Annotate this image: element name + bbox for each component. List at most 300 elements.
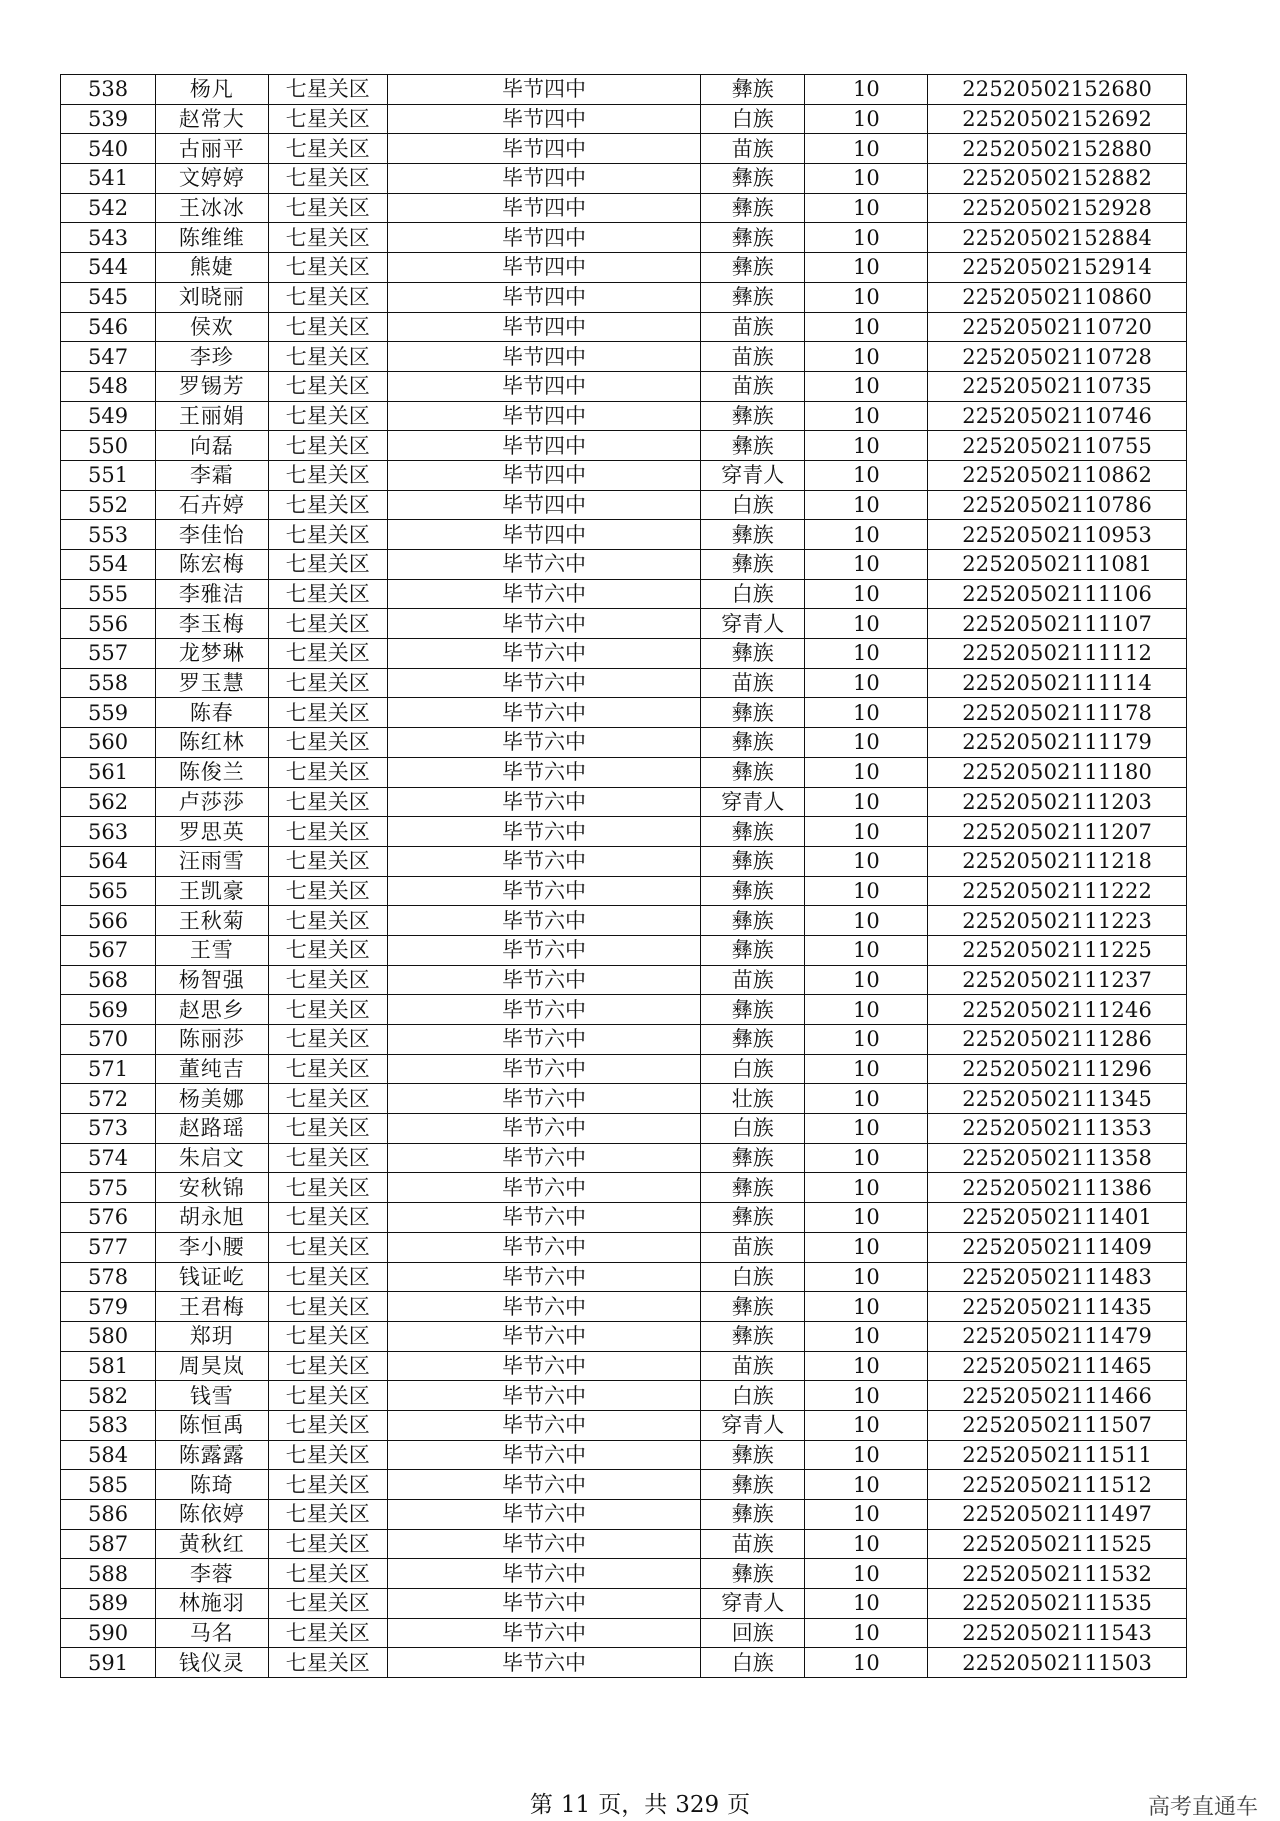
name-cell: 罗玉慧: [156, 668, 268, 698]
id-cell: 22520502152928: [928, 193, 1187, 223]
id-cell: 22520502110728: [928, 342, 1187, 372]
name-cell: 王雪: [156, 935, 268, 965]
school-cell: 毕节四中: [387, 134, 700, 164]
table-row: [61, 787, 1187, 817]
id-cell: 22520502111218: [928, 846, 1187, 876]
grade-cell: 10: [805, 401, 928, 431]
ethnicity-cell: 苗族: [701, 668, 805, 698]
table-row: [61, 1559, 1187, 1589]
name-cell: 卢莎莎: [156, 787, 268, 817]
seq-cell: 561: [61, 757, 156, 787]
school-cell: 毕节四中: [387, 401, 700, 431]
ethnicity-cell: 苗族: [701, 312, 805, 342]
grade-cell: 10: [805, 1589, 928, 1619]
ethnicity-cell: 彝族: [701, 817, 805, 847]
name-cell: 赵路瑶: [156, 1114, 268, 1144]
school-cell: 毕节四中: [387, 342, 700, 372]
seq-cell: 548: [61, 371, 156, 401]
school-cell: 毕节六中: [387, 1321, 700, 1351]
seq-cell: 547: [61, 342, 156, 372]
table-row: [61, 668, 1187, 698]
school-cell: 毕节六中: [387, 1440, 700, 1470]
seq-cell: 542: [61, 193, 156, 223]
school-cell: 毕节四中: [387, 520, 700, 550]
district-cell: 七星关区: [268, 1559, 387, 1589]
ethnicity-cell: 彝族: [701, 728, 805, 758]
id-cell: 22520502111179: [928, 728, 1187, 758]
district-cell: 七星关区: [268, 609, 387, 639]
id-cell: 22520502111532: [928, 1559, 1187, 1589]
name-cell: 文婷婷: [156, 164, 268, 194]
school-cell: 毕节六中: [387, 1529, 700, 1559]
name-cell: 李霜: [156, 460, 268, 490]
ethnicity-cell: 白族: [701, 1114, 805, 1144]
page-total: 329: [675, 1792, 720, 1818]
seq-cell: 586: [61, 1500, 156, 1530]
school-cell: 毕节六中: [387, 1025, 700, 1055]
table-row: [61, 906, 1187, 936]
table-row: [61, 609, 1187, 639]
name-cell: 石卉婷: [156, 490, 268, 520]
grade-cell: 10: [805, 134, 928, 164]
district-cell: 七星关区: [268, 164, 387, 194]
table-row: [61, 1351, 1187, 1381]
ethnicity-cell: 白族: [701, 1262, 805, 1292]
name-cell: 王丽娟: [156, 401, 268, 431]
district-cell: 七星关区: [268, 1351, 387, 1381]
ethnicity-cell: 穿青人: [701, 609, 805, 639]
district-cell: 七星关区: [268, 490, 387, 520]
table-row: [61, 965, 1187, 995]
name-cell: 向磊: [156, 431, 268, 461]
ethnicity-cell: 壮族: [701, 1084, 805, 1114]
table-row: [61, 520, 1187, 550]
district-cell: 七星关区: [268, 134, 387, 164]
name-cell: 陈维维: [156, 223, 268, 253]
name-cell: 陈春: [156, 698, 268, 728]
grade-cell: 10: [805, 698, 928, 728]
id-cell: 22520502111358: [928, 1143, 1187, 1173]
table-row: [61, 312, 1187, 342]
school-cell: 毕节四中: [387, 312, 700, 342]
id-cell: 22520502110953: [928, 520, 1187, 550]
table-row: [61, 728, 1187, 758]
id-cell: 22520502111203: [928, 787, 1187, 817]
id-cell: 22520502111225: [928, 935, 1187, 965]
table-row: [61, 401, 1187, 431]
id-cell: 22520502111081: [928, 550, 1187, 580]
id-cell: 22520502111543: [928, 1618, 1187, 1648]
school-cell: 毕节六中: [387, 1262, 700, 1292]
district-cell: 七星关区: [268, 965, 387, 995]
grade-cell: 10: [805, 1529, 928, 1559]
seq-cell: 577: [61, 1232, 156, 1262]
grade-cell: 10: [805, 223, 928, 253]
ethnicity-cell: 彝族: [701, 431, 805, 461]
district-cell: 七星关区: [268, 1529, 387, 1559]
district-cell: 七星关区: [268, 728, 387, 758]
ethnicity-cell: 彝族: [701, 757, 805, 787]
grade-cell: 10: [805, 1500, 928, 1530]
roster-table-body: [61, 75, 1187, 1678]
table-row: [61, 164, 1187, 194]
district-cell: 七星关区: [268, 995, 387, 1025]
school-cell: 毕节六中: [387, 698, 700, 728]
id-cell: 22520502152914: [928, 253, 1187, 283]
id-cell: 22520502111465: [928, 1351, 1187, 1381]
id-cell: 22520502110735: [928, 371, 1187, 401]
grade-cell: 10: [805, 1351, 928, 1381]
ethnicity-cell: 苗族: [701, 965, 805, 995]
grade-cell: 10: [805, 164, 928, 194]
name-cell: 赵思乡: [156, 995, 268, 1025]
seq-cell: 544: [61, 253, 156, 283]
grade-cell: 10: [805, 1440, 928, 1470]
seq-cell: 587: [61, 1529, 156, 1559]
name-cell: 郑玥: [156, 1321, 268, 1351]
table-row: [61, 698, 1187, 728]
school-cell: 毕节六中: [387, 1559, 700, 1589]
seq-cell: 550: [61, 431, 156, 461]
school-cell: 毕节六中: [387, 1203, 700, 1233]
table-row: [61, 371, 1187, 401]
ethnicity-cell: 彝族: [701, 995, 805, 1025]
id-cell: 22520502111114: [928, 668, 1187, 698]
grade-cell: 10: [805, 846, 928, 876]
school-cell: 毕节六中: [387, 906, 700, 936]
table-row: [61, 1084, 1187, 1114]
grade-cell: 10: [805, 876, 928, 906]
district-cell: 七星关区: [268, 1589, 387, 1619]
ethnicity-cell: 白族: [701, 1054, 805, 1084]
seq-cell: 541: [61, 164, 156, 194]
ethnicity-cell: 苗族: [701, 1351, 805, 1381]
grade-cell: 10: [805, 1321, 928, 1351]
seq-cell: 588: [61, 1559, 156, 1589]
school-cell: 毕节四中: [387, 431, 700, 461]
district-cell: 七星关区: [268, 876, 387, 906]
ethnicity-cell: 苗族: [701, 371, 805, 401]
table-row: [61, 134, 1187, 164]
seq-cell: 568: [61, 965, 156, 995]
name-cell: 杨美娜: [156, 1084, 268, 1114]
id-cell: 22520502111180: [928, 757, 1187, 787]
name-cell: 罗思英: [156, 817, 268, 847]
school-cell: 毕节六中: [387, 1114, 700, 1144]
seq-cell: 540: [61, 134, 156, 164]
ethnicity-cell: 穿青人: [701, 1410, 805, 1440]
id-cell: 22520502111466: [928, 1381, 1187, 1411]
grade-cell: 10: [805, 75, 928, 105]
footer-suffix: 页: [727, 1792, 751, 1818]
name-cell: 李雅洁: [156, 579, 268, 609]
table-row: [61, 1232, 1187, 1262]
school-cell: 毕节六中: [387, 1054, 700, 1084]
ethnicity-cell: 白族: [701, 1381, 805, 1411]
name-cell: 周昊岚: [156, 1351, 268, 1381]
ethnicity-cell: 苗族: [701, 134, 805, 164]
grade-cell: 10: [805, 520, 928, 550]
seq-cell: 558: [61, 668, 156, 698]
district-cell: 七星关区: [268, 193, 387, 223]
seq-cell: 578: [61, 1262, 156, 1292]
district-cell: 七星关区: [268, 906, 387, 936]
school-cell: 毕节四中: [387, 490, 700, 520]
grade-cell: 10: [805, 431, 928, 461]
school-cell: 毕节六中: [387, 876, 700, 906]
grade-cell: 10: [805, 342, 928, 372]
school-cell: 毕节六中: [387, 1410, 700, 1440]
school-cell: 毕节六中: [387, 1292, 700, 1322]
district-cell: 七星关区: [268, 757, 387, 787]
grade-cell: 10: [805, 1262, 928, 1292]
grade-cell: 10: [805, 1203, 928, 1233]
table-row: [61, 935, 1187, 965]
ethnicity-cell: 回族: [701, 1618, 805, 1648]
grade-cell: 10: [805, 1232, 928, 1262]
seq-cell: 564: [61, 846, 156, 876]
grade-cell: 10: [805, 609, 928, 639]
name-cell: 钱雪: [156, 1381, 268, 1411]
school-cell: 毕节六中: [387, 1618, 700, 1648]
id-cell: 22520502111296: [928, 1054, 1187, 1084]
school-cell: 毕节四中: [387, 75, 700, 105]
seq-cell: 555: [61, 579, 156, 609]
ethnicity-cell: 穿青人: [701, 460, 805, 490]
school-cell: 毕节四中: [387, 193, 700, 223]
ethnicity-cell: 彝族: [701, 639, 805, 669]
grade-cell: 10: [805, 995, 928, 1025]
id-cell: 22520502111497: [928, 1500, 1187, 1530]
name-cell: 马名: [156, 1618, 268, 1648]
district-cell: 七星关区: [268, 668, 387, 698]
district-cell: 七星关区: [268, 579, 387, 609]
grade-cell: 10: [805, 371, 928, 401]
id-cell: 22520502111483: [928, 1262, 1187, 1292]
ethnicity-cell: 白族: [701, 1648, 805, 1678]
table-row: [61, 1173, 1187, 1203]
seq-cell: 562: [61, 787, 156, 817]
district-cell: 七星关区: [268, 282, 387, 312]
ethnicity-cell: 彝族: [701, 193, 805, 223]
ethnicity-cell: 彝族: [701, 253, 805, 283]
seq-cell: 556: [61, 609, 156, 639]
id-cell: 22520502111503: [928, 1648, 1187, 1678]
id-cell: 22520502111107: [928, 609, 1187, 639]
id-cell: 22520502111386: [928, 1173, 1187, 1203]
table-row: [61, 460, 1187, 490]
grade-cell: 10: [805, 550, 928, 580]
id-cell: 22520502111479: [928, 1321, 1187, 1351]
name-cell: 陈露露: [156, 1440, 268, 1470]
district-cell: 七星关区: [268, 1500, 387, 1530]
seq-cell: 559: [61, 698, 156, 728]
grade-cell: 10: [805, 193, 928, 223]
table-row: [61, 75, 1187, 105]
grade-cell: 10: [805, 668, 928, 698]
seq-cell: 589: [61, 1589, 156, 1619]
table-row: [61, 1381, 1187, 1411]
ethnicity-cell: 彝族: [701, 75, 805, 105]
id-cell: 22520502152882: [928, 164, 1187, 194]
table-row: [61, 1143, 1187, 1173]
seq-cell: 549: [61, 401, 156, 431]
table-row: [61, 490, 1187, 520]
school-cell: 毕节六中: [387, 1351, 700, 1381]
grade-cell: 10: [805, 935, 928, 965]
name-cell: 杨凡: [156, 75, 268, 105]
name-cell: 陈丽莎: [156, 1025, 268, 1055]
ethnicity-cell: 彝族: [701, 282, 805, 312]
grade-cell: 10: [805, 1084, 928, 1114]
table-row: [61, 639, 1187, 669]
school-cell: 毕节四中: [387, 460, 700, 490]
grade-cell: 10: [805, 1381, 928, 1411]
grade-cell: 10: [805, 1173, 928, 1203]
page-footer: [0, 1786, 1280, 1819]
district-cell: 七星关区: [268, 1114, 387, 1144]
grade-cell: 10: [805, 906, 928, 936]
name-cell: 朱启文: [156, 1143, 268, 1173]
district-cell: 七星关区: [268, 1084, 387, 1114]
school-cell: 毕节六中: [387, 965, 700, 995]
id-cell: 22520502111222: [928, 876, 1187, 906]
seq-cell: 572: [61, 1084, 156, 1114]
district-cell: 七星关区: [268, 431, 387, 461]
id-cell: 22520502111178: [928, 698, 1187, 728]
grade-cell: 10: [805, 104, 928, 134]
seq-cell: 574: [61, 1143, 156, 1173]
district-cell: 七星关区: [268, 223, 387, 253]
name-cell: 熊婕: [156, 253, 268, 283]
ethnicity-cell: 白族: [701, 490, 805, 520]
table-row: [61, 431, 1187, 461]
school-cell: 毕节六中: [387, 550, 700, 580]
table-row: [61, 846, 1187, 876]
school-cell: 毕节六中: [387, 579, 700, 609]
district-cell: 七星关区: [268, 846, 387, 876]
table-row: [61, 282, 1187, 312]
seq-cell: 553: [61, 520, 156, 550]
district-cell: 七星关区: [268, 1173, 387, 1203]
grade-cell: 10: [805, 639, 928, 669]
seq-cell: 543: [61, 223, 156, 253]
grade-cell: 10: [805, 1025, 928, 1055]
footer-prefix: 第: [529, 1792, 553, 1818]
seq-cell: 538: [61, 75, 156, 105]
id-cell: 22520502111511: [928, 1440, 1187, 1470]
ethnicity-cell: 彝族: [701, 876, 805, 906]
ethnicity-cell: 彝族: [701, 906, 805, 936]
seq-cell: 560: [61, 728, 156, 758]
seq-cell: 570: [61, 1025, 156, 1055]
grade-cell: 10: [805, 757, 928, 787]
name-cell: 王君梅: [156, 1292, 268, 1322]
district-cell: 七星关区: [268, 935, 387, 965]
seq-cell: 579: [61, 1292, 156, 1322]
id-cell: 22520502110860: [928, 282, 1187, 312]
id-cell: 22520502111345: [928, 1084, 1187, 1114]
seq-cell: 582: [61, 1381, 156, 1411]
table-row: [61, 1321, 1187, 1351]
seq-cell: 566: [61, 906, 156, 936]
district-cell: 七星关区: [268, 1292, 387, 1322]
table-row: [61, 579, 1187, 609]
school-cell: 毕节六中: [387, 995, 700, 1025]
district-cell: 七星关区: [268, 1381, 387, 1411]
table-row: [61, 817, 1187, 847]
school-cell: 毕节六中: [387, 1232, 700, 1262]
table-row: [61, 1410, 1187, 1440]
grade-cell: 10: [805, 1143, 928, 1173]
district-cell: 七星关区: [268, 75, 387, 105]
table-row: [61, 1025, 1187, 1055]
ethnicity-cell: 彝族: [701, 550, 805, 580]
name-cell: 刘晓丽: [156, 282, 268, 312]
name-cell: 林施羽: [156, 1589, 268, 1619]
school-cell: 毕节六中: [387, 846, 700, 876]
ethnicity-cell: 彝族: [701, 520, 805, 550]
table-row: [61, 995, 1187, 1025]
table-row: [61, 1262, 1187, 1292]
ethnicity-cell: 彝族: [701, 935, 805, 965]
seq-cell: 591: [61, 1648, 156, 1678]
grade-cell: 10: [805, 1559, 928, 1589]
school-cell: 毕节四中: [387, 282, 700, 312]
table-row: [61, 757, 1187, 787]
id-cell: 22520502111535: [928, 1589, 1187, 1619]
id-cell: 22520502111246: [928, 995, 1187, 1025]
id-cell: 22520502111106: [928, 579, 1187, 609]
id-cell: 22520502111435: [928, 1292, 1187, 1322]
grade-cell: 10: [805, 253, 928, 283]
table-row: [61, 342, 1187, 372]
grade-cell: 10: [805, 1648, 928, 1678]
school-cell: 毕节六中: [387, 817, 700, 847]
district-cell: 七星关区: [268, 1054, 387, 1084]
district-cell: 七星关区: [268, 1025, 387, 1055]
seq-cell: 545: [61, 282, 156, 312]
district-cell: 七星关区: [268, 520, 387, 550]
school-cell: 毕节四中: [387, 223, 700, 253]
table-row: [61, 1500, 1187, 1530]
district-cell: 七星关区: [268, 371, 387, 401]
ethnicity-cell: 穿青人: [701, 787, 805, 817]
seq-cell: 581: [61, 1351, 156, 1381]
id-cell: 22520502111223: [928, 906, 1187, 936]
table-row: [61, 1440, 1187, 1470]
grade-cell: 10: [805, 1054, 928, 1084]
district-cell: 七星关区: [268, 342, 387, 372]
name-cell: 王秋菊: [156, 906, 268, 936]
ethnicity-cell: 彝族: [701, 1470, 805, 1500]
watermark: 高考直通车: [1147, 1795, 1258, 1820]
ethnicity-cell: 彝族: [701, 1292, 805, 1322]
seq-cell: 580: [61, 1321, 156, 1351]
page-number: 11: [560, 1792, 591, 1818]
name-cell: 罗锡芳: [156, 371, 268, 401]
district-cell: 七星关区: [268, 253, 387, 283]
district-cell: 七星关区: [268, 550, 387, 580]
seq-cell: 551: [61, 460, 156, 490]
ethnicity-cell: 彝族: [701, 1203, 805, 1233]
name-cell: 侯欢: [156, 312, 268, 342]
id-cell: 22520502110746: [928, 401, 1187, 431]
district-cell: 七星关区: [268, 1618, 387, 1648]
seq-cell: 563: [61, 817, 156, 847]
school-cell: 毕节六中: [387, 1500, 700, 1530]
table-row: [61, 1054, 1187, 1084]
